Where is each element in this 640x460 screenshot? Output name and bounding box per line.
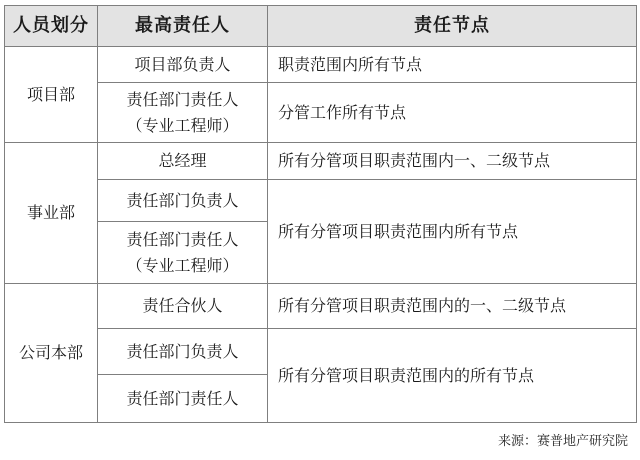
table-row	[5, 83, 637, 143]
person-cell: 项目部负责人	[98, 47, 268, 83]
person-cell: 责任部门负责人	[98, 180, 268, 222]
node-cell: 所有分管项目职责范围内一、二级节点	[268, 143, 637, 180]
person-cell: 总经理	[98, 143, 268, 180]
table-row	[5, 284, 637, 329]
person-cell: 责任合伙人	[98, 284, 268, 329]
header-row	[5, 6, 637, 47]
person-cell: 责任部门责任人 （专业工程师）	[98, 83, 268, 143]
table-row	[5, 143, 637, 180]
node-cell: 分管工作所有节点	[268, 83, 637, 143]
person-cell: 责任部门责任人 （专业工程师）	[98, 222, 268, 284]
table-row	[5, 180, 637, 222]
node-cell: 所有分管项目职责范围内的所有节点	[268, 329, 637, 423]
table-row	[5, 329, 637, 375]
header-node: 责任节点	[268, 6, 637, 47]
header-person: 最高责任人	[98, 6, 268, 47]
header-division: 人员划分	[5, 6, 98, 47]
table-row	[5, 47, 637, 83]
node-cell: 所有分管项目职责范围内所有节点	[268, 180, 637, 284]
node-cell: 所有分管项目职责范围内的一、二级节点	[268, 284, 637, 329]
source-caption: 来源：赛普地产研究院	[497, 434, 628, 449]
division-cell: 公司本部	[5, 284, 98, 423]
division-cell: 事业部	[5, 143, 98, 284]
responsibility-table	[4, 5, 637, 423]
person-cell: 责任部门责任人	[98, 375, 268, 423]
division-cell: 项目部	[5, 47, 98, 143]
person-cell: 责任部门负责人	[98, 329, 268, 375]
node-cell: 职责范围内所有节点	[268, 47, 637, 83]
